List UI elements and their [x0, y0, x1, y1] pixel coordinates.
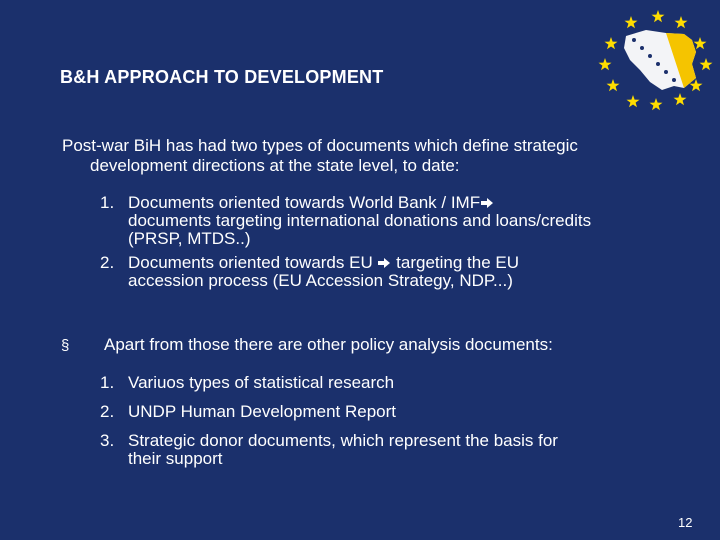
- star-icon: [599, 58, 612, 70]
- bullet-marker: §: [61, 337, 70, 354]
- list-number: 2.: [100, 253, 115, 272]
- bih-flag-map-logo: [596, 8, 714, 112]
- list-item-text: Strategic donor documents, which represent the basis for: [128, 431, 558, 450]
- list-item-text: accession process (EU Accession Strategy, NDP...): [128, 271, 513, 290]
- star-icon: [652, 10, 665, 22]
- list-item: [100, 432, 558, 468]
- list-number: 3.: [100, 431, 115, 450]
- other-documents-list: [100, 374, 558, 468]
- list-number: 1.: [100, 373, 115, 392]
- list-item: [100, 254, 591, 290]
- star-icon: [674, 93, 687, 105]
- intro-line-1: Post-war BiH has had two types of documents which define strategic: [62, 136, 578, 155]
- list-item-text: Documents oriented towards World Bank / IMF: [128, 193, 481, 212]
- list-item: [100, 194, 591, 248]
- list-item-text: Variuos types of statistical research: [128, 373, 395, 392]
- right-arrow-icon: [377, 257, 391, 269]
- intro-line-2: development directions at the state level, to date:: [90, 156, 460, 175]
- list-item-text: their support: [128, 449, 223, 468]
- list-item-text: targeting the EU: [391, 253, 520, 272]
- list-number: 2.: [100, 402, 115, 421]
- list-item-text: (PRSP, MTDS..): [128, 229, 251, 248]
- slide-title: B&H APPROACH TO DEVELOPMENT: [60, 67, 384, 87]
- page-number: 12: [678, 515, 693, 530]
- star-icon: [694, 37, 707, 49]
- list-item: [100, 374, 558, 392]
- star-icon: [650, 98, 663, 110]
- list-number: 1.: [100, 193, 115, 212]
- star-icon: [627, 95, 640, 107]
- bullet-text: Apart from those there are other policy analysis documents:: [104, 335, 553, 354]
- star-icon: [675, 16, 688, 28]
- star-icon: [607, 79, 620, 91]
- document-types-list: [100, 194, 591, 296]
- star-icon: [625, 16, 638, 28]
- list-item-text: UNDP Human Development Report: [128, 402, 397, 421]
- star-icon: [700, 58, 713, 70]
- list-item: [100, 403, 558, 421]
- list-item-text: Documents oriented towards EU: [128, 253, 378, 272]
- star-icon: [605, 37, 618, 49]
- list-item-text: documents targeting international donations and loans/credits: [128, 211, 592, 230]
- intro-paragraph: [62, 136, 692, 176]
- right-arrow-icon: [480, 197, 494, 209]
